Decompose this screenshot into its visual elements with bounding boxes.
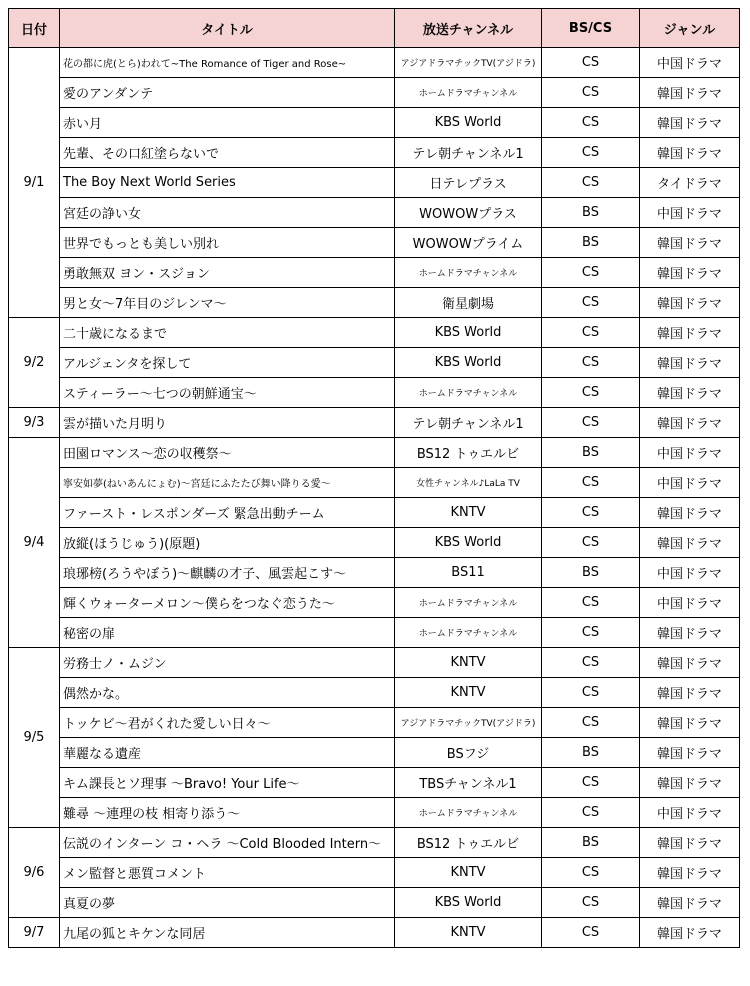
channel-cell: WOWOWプラス bbox=[395, 198, 542, 228]
title-cell: ファースト・レスポンダーズ 緊急出動チーム bbox=[60, 498, 395, 528]
bscs-cell: CS bbox=[542, 138, 640, 168]
table-row bbox=[9, 828, 740, 858]
channel-cell: 女性チャンネル♪LaLa TV bbox=[395, 468, 542, 498]
bscs-cell: CS bbox=[542, 318, 640, 348]
channel-cell: KBS World bbox=[395, 108, 542, 138]
table-row bbox=[9, 918, 740, 948]
genre-cell: 韓国ドラマ bbox=[640, 738, 740, 768]
header-date: 日付 bbox=[9, 9, 60, 48]
bscs-cell: CS bbox=[542, 48, 640, 78]
genre-cell: 韓国ドラマ bbox=[640, 888, 740, 918]
title-cell: メン監督と悪質コメント bbox=[60, 858, 395, 888]
title-cell: 放縦(ほうじゅう)(原題) bbox=[60, 528, 395, 558]
title-cell: 真夏の夢 bbox=[60, 888, 395, 918]
table-row bbox=[9, 168, 740, 198]
genre-cell: 韓国ドラマ bbox=[640, 648, 740, 678]
bscs-cell: CS bbox=[542, 708, 640, 738]
genre-cell: 韓国ドラマ bbox=[640, 348, 740, 378]
table-row bbox=[9, 318, 740, 348]
table-row bbox=[9, 438, 740, 468]
channel-cell: KBS World bbox=[395, 348, 542, 378]
table-row bbox=[9, 408, 740, 438]
bscs-cell: CS bbox=[542, 468, 640, 498]
title-cell: 輝くウォーターメロン～僕らをつなぐ恋うた～ bbox=[60, 588, 395, 618]
header-channel: 放送チャンネル bbox=[395, 9, 542, 48]
header-title: タイトル bbox=[60, 9, 395, 48]
channel-cell: BSフジ bbox=[395, 738, 542, 768]
schedule-container bbox=[8, 8, 740, 948]
genre-cell: 中国ドラマ bbox=[640, 558, 740, 588]
genre-cell: 中国ドラマ bbox=[640, 798, 740, 828]
channel-cell: WOWOWプライム bbox=[395, 228, 542, 258]
bscs-cell: CS bbox=[542, 588, 640, 618]
channel-cell: ホームドラマチャンネル bbox=[395, 798, 542, 828]
channel-cell: ホームドラマチャンネル bbox=[395, 258, 542, 288]
genre-cell: 中国ドラマ bbox=[640, 468, 740, 498]
genre-cell: 韓国ドラマ bbox=[640, 318, 740, 348]
genre-cell: 韓国ドラマ bbox=[640, 108, 740, 138]
genre-cell: 中国ドラマ bbox=[640, 198, 740, 228]
genre-cell: 韓国ドラマ bbox=[640, 78, 740, 108]
table-row bbox=[9, 618, 740, 648]
title-cell: 伝説のインターン コ・ヘラ ～Cold Blooded Intern～ bbox=[60, 828, 395, 858]
bscs-cell: BS bbox=[542, 828, 640, 858]
genre-cell: タイドラマ bbox=[640, 168, 740, 198]
channel-cell: 日テレプラス bbox=[395, 168, 542, 198]
bscs-cell: BS bbox=[542, 738, 640, 768]
header-row bbox=[9, 9, 740, 48]
date-cell: 9/6 bbox=[9, 828, 60, 918]
bscs-cell: CS bbox=[542, 888, 640, 918]
table-row bbox=[9, 228, 740, 258]
table-row bbox=[9, 378, 740, 408]
title-cell: 先輩、その口紅塗らないで bbox=[60, 138, 395, 168]
genre-cell: 韓国ドラマ bbox=[640, 708, 740, 738]
channel-cell: ホームドラマチャンネル bbox=[395, 618, 542, 648]
date-cell: 9/7 bbox=[9, 918, 60, 948]
title-cell: 宮廷の諍い女 bbox=[60, 198, 395, 228]
channel-cell: KNTV bbox=[395, 678, 542, 708]
bscs-cell: CS bbox=[542, 798, 640, 828]
bscs-cell: CS bbox=[542, 348, 640, 378]
bscs-cell: CS bbox=[542, 108, 640, 138]
bscs-cell: CS bbox=[542, 648, 640, 678]
channel-cell: KNTV bbox=[395, 648, 542, 678]
title-cell: 秘密の扉 bbox=[60, 618, 395, 648]
bscs-cell: BS bbox=[542, 438, 640, 468]
genre-cell: 韓国ドラマ bbox=[640, 138, 740, 168]
genre-cell: 中国ドラマ bbox=[640, 48, 740, 78]
title-cell: 寧安如夢(ねいあんにょむ)～宮廷にふたたび舞い降りる愛～ bbox=[60, 468, 395, 498]
table-row bbox=[9, 108, 740, 138]
bscs-cell: CS bbox=[542, 858, 640, 888]
channel-cell: BS11 bbox=[395, 558, 542, 588]
genre-cell: 韓国ドラマ bbox=[640, 378, 740, 408]
title-cell: 田園ロマンス～恋の収穫祭～ bbox=[60, 438, 395, 468]
table-row bbox=[9, 288, 740, 318]
channel-cell: ホームドラマチャンネル bbox=[395, 378, 542, 408]
date-cell: 9/2 bbox=[9, 318, 60, 408]
channel-cell: KNTV bbox=[395, 918, 542, 948]
table-row bbox=[9, 348, 740, 378]
title-cell: The Boy Next World Series bbox=[60, 168, 395, 198]
bscs-cell: CS bbox=[542, 528, 640, 558]
channel-cell: アジアドラマチックTV(アジドラ) bbox=[395, 48, 542, 78]
genre-cell: 韓国ドラマ bbox=[640, 918, 740, 948]
title-cell: 男と女～7年目のジレンマ～ bbox=[60, 288, 395, 318]
channel-cell: KBS World bbox=[395, 888, 542, 918]
table-row bbox=[9, 678, 740, 708]
table-row bbox=[9, 648, 740, 678]
genre-cell: 韓国ドラマ bbox=[640, 678, 740, 708]
table-row bbox=[9, 798, 740, 828]
title-cell: 赤い月 bbox=[60, 108, 395, 138]
bscs-cell: BS bbox=[542, 558, 640, 588]
table-row bbox=[9, 468, 740, 498]
schedule-table bbox=[8, 8, 740, 948]
bscs-cell: CS bbox=[542, 498, 640, 528]
genre-cell: 韓国ドラマ bbox=[640, 768, 740, 798]
table-row bbox=[9, 558, 740, 588]
table-row bbox=[9, 708, 740, 738]
genre-cell: 韓国ドラマ bbox=[640, 498, 740, 528]
title-cell: 偶然かな。 bbox=[60, 678, 395, 708]
title-cell: スティーラー～七つの朝鮮通宝～ bbox=[60, 378, 395, 408]
channel-cell: テレ朝チャンネル1 bbox=[395, 408, 542, 438]
title-cell: 勇敢無双 ヨン・スジョン bbox=[60, 258, 395, 288]
title-cell: 華麗なる遺産 bbox=[60, 738, 395, 768]
table-row bbox=[9, 738, 740, 768]
date-cell: 9/3 bbox=[9, 408, 60, 438]
title-cell: アルジェンタを探して bbox=[60, 348, 395, 378]
title-cell: 二十歳になるまで bbox=[60, 318, 395, 348]
table-row bbox=[9, 858, 740, 888]
date-cell: 9/1 bbox=[9, 48, 60, 318]
genre-cell: 韓国ドラマ bbox=[640, 408, 740, 438]
title-cell: キム課長とソ理事 ～Bravo! Your Life～ bbox=[60, 768, 395, 798]
date-cell: 9/4 bbox=[9, 438, 60, 648]
bscs-cell: CS bbox=[542, 288, 640, 318]
schedule-body bbox=[9, 48, 740, 948]
genre-cell: 中国ドラマ bbox=[640, 438, 740, 468]
title-cell: 雲が描いた月明り bbox=[60, 408, 395, 438]
header-bscs: BS/CS bbox=[542, 9, 640, 48]
genre-cell: 韓国ドラマ bbox=[640, 618, 740, 648]
genre-cell: 韓国ドラマ bbox=[640, 288, 740, 318]
bscs-cell: CS bbox=[542, 78, 640, 108]
bscs-cell: CS bbox=[542, 378, 640, 408]
table-row bbox=[9, 768, 740, 798]
channel-cell: ホームドラマチャンネル bbox=[395, 588, 542, 618]
table-row bbox=[9, 588, 740, 618]
table-row bbox=[9, 498, 740, 528]
channel-cell: KNTV bbox=[395, 498, 542, 528]
title-cell: 九尾の狐とキケンな同居 bbox=[60, 918, 395, 948]
bscs-cell: CS bbox=[542, 768, 640, 798]
bscs-cell: BS bbox=[542, 198, 640, 228]
title-cell: 難尋 ～連理の枝 相寄り添う～ bbox=[60, 798, 395, 828]
genre-cell: 韓国ドラマ bbox=[640, 528, 740, 558]
genre-cell: 中国ドラマ bbox=[640, 588, 740, 618]
title-cell: トッケビ～君がくれた愛しい日々～ bbox=[60, 708, 395, 738]
table-row bbox=[9, 888, 740, 918]
channel-cell: KNTV bbox=[395, 858, 542, 888]
channel-cell: BS12 トゥエルビ bbox=[395, 438, 542, 468]
channel-cell: テレ朝チャンネル1 bbox=[395, 138, 542, 168]
genre-cell: 韓国ドラマ bbox=[640, 858, 740, 888]
header-genre: ジャンル bbox=[640, 9, 740, 48]
table-row bbox=[9, 48, 740, 78]
bscs-cell: CS bbox=[542, 678, 640, 708]
bscs-cell: CS bbox=[542, 258, 640, 288]
title-cell: 世界でもっとも美しい別れ bbox=[60, 228, 395, 258]
date-cell: 9/5 bbox=[9, 648, 60, 828]
genre-cell: 韓国ドラマ bbox=[640, 228, 740, 258]
title-cell: 花の都に虎(とら)われて~The Romance of Tiger and Rose~ bbox=[60, 48, 395, 78]
table-row bbox=[9, 528, 740, 558]
title-cell: 愛のアンダンテ bbox=[60, 78, 395, 108]
channel-cell: 衛星劇場 bbox=[395, 288, 542, 318]
channel-cell: KBS World bbox=[395, 528, 542, 558]
channel-cell: BS12 トゥエルビ bbox=[395, 828, 542, 858]
table-row bbox=[9, 138, 740, 168]
bscs-cell: CS bbox=[542, 618, 640, 648]
table-row bbox=[9, 78, 740, 108]
table-row bbox=[9, 258, 740, 288]
genre-cell: 韓国ドラマ bbox=[640, 258, 740, 288]
title-cell: 琅琊榜(ろうやぼう)～麒麟の才子、風雲起こす～ bbox=[60, 558, 395, 588]
bscs-cell: CS bbox=[542, 918, 640, 948]
title-cell: 労務士ノ・ムジン bbox=[60, 648, 395, 678]
bscs-cell: CS bbox=[542, 168, 640, 198]
channel-cell: ホームドラマチャンネル bbox=[395, 78, 542, 108]
bscs-cell: CS bbox=[542, 408, 640, 438]
channel-cell: アジアドラマチックTV(アジドラ) bbox=[395, 708, 542, 738]
table-row bbox=[9, 198, 740, 228]
channel-cell: KBS World bbox=[395, 318, 542, 348]
genre-cell: 韓国ドラマ bbox=[640, 828, 740, 858]
bscs-cell: BS bbox=[542, 228, 640, 258]
channel-cell: TBSチャンネル1 bbox=[395, 768, 542, 798]
